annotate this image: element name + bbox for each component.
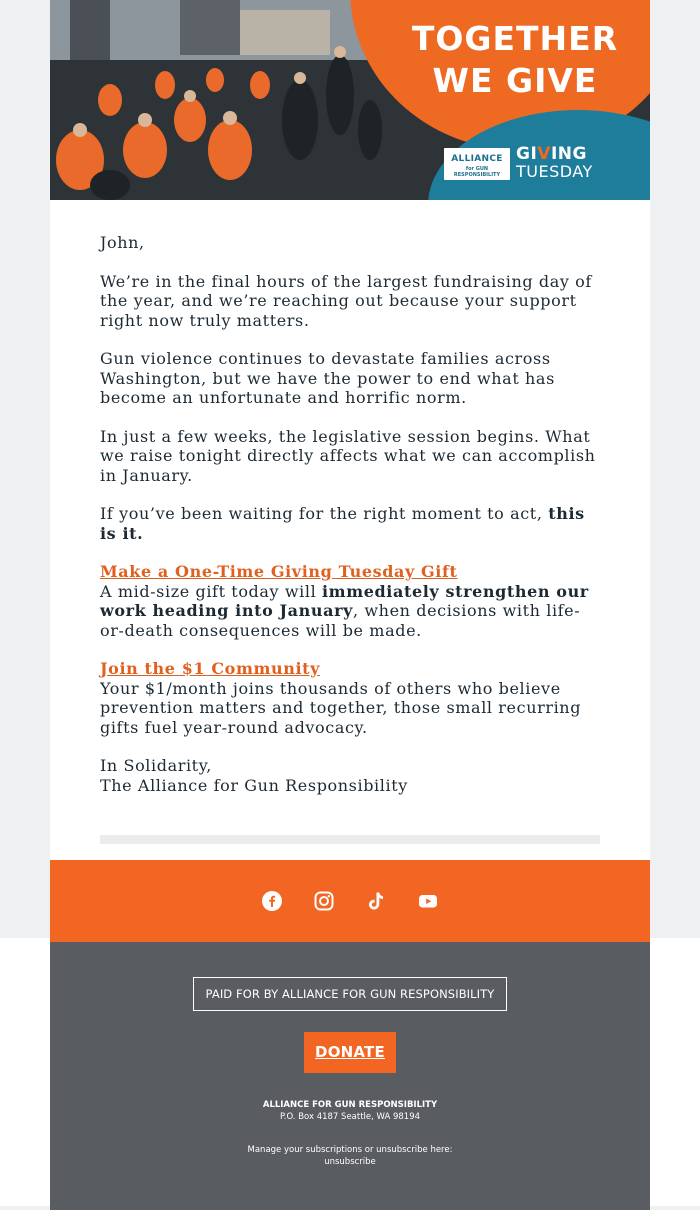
paragraph-3: In just a few weeks, the legislative session begins. What we raise tonight directly affects what we can accomplish in January. bbox=[100, 426, 596, 485]
paragraph-1: We’re in the final hours of the largest fundraising day of the year, and we’re reaching out because your support right now truly matters. bbox=[100, 271, 592, 330]
alliance-logo-subtext: for GUN RESPONSIBILITY bbox=[453, 166, 501, 178]
sign-off bbox=[100, 756, 600, 795]
alliance-logo bbox=[444, 148, 510, 180]
donate-button[interactable]: DONATE bbox=[304, 1032, 396, 1073]
greeting: John, bbox=[100, 233, 145, 252]
paragraph-4-text: If you’ve been waiting for the right moment to act, bbox=[100, 504, 549, 523]
tiktok-icon[interactable] bbox=[366, 891, 386, 911]
alliance-logo-text: ALLIANCE bbox=[451, 154, 503, 164]
unsubscribe-link[interactable]: unsubscribe bbox=[324, 1157, 376, 1167]
divider bbox=[100, 835, 600, 844]
giving-tuesday-logo bbox=[516, 145, 606, 181]
cta-monthly-community bbox=[100, 659, 600, 737]
email-container bbox=[50, 0, 650, 1210]
instagram-icon[interactable] bbox=[314, 891, 334, 911]
cta1-text-pre: A mid-size gift today will bbox=[100, 581, 322, 601]
paid-for-disclaimer: PAID FOR BY ALLIANCE FOR GUN RESPONSIBILITY bbox=[193, 977, 507, 1011]
paragraph-4-bold: this is it. bbox=[100, 504, 585, 543]
hero-banner bbox=[50, 0, 650, 200]
paragraph-2: Gun violence continues to devastate families across Washington, but we have the power to end what has become an unfortunate and horrific norm. bbox=[100, 349, 555, 407]
giving-logo-line1 bbox=[516, 145, 606, 163]
facebook-icon[interactable] bbox=[262, 891, 282, 911]
giving-logo-pre: GI bbox=[516, 144, 538, 164]
youtube-icon[interactable] bbox=[418, 891, 438, 911]
one-time-gift-link[interactable]: Make a One-Time Giving Tuesday Gift bbox=[100, 562, 458, 581]
cta-one-time-gift bbox=[100, 562, 600, 640]
giving-logo-post: ING bbox=[550, 144, 587, 164]
giving-logo-line2: TUESDAY bbox=[516, 162, 593, 181]
hero-title bbox=[390, 18, 640, 102]
closing: In Solidarity, bbox=[100, 756, 212, 775]
cta2-text: Your $1/month joins thousands of others who believe prevention matters and together, those small recurring gifts fuel year-round advocacy. bbox=[100, 678, 582, 737]
footer bbox=[50, 942, 650, 1210]
cta1-text-bold: immediately strengthen our work heading into January bbox=[100, 581, 589, 620]
org-address: P.O. Box 4187 Seattle, WA 98194 bbox=[279, 1112, 421, 1122]
manage-subscriptions bbox=[50, 1144, 650, 1168]
social-bar bbox=[50, 860, 650, 942]
org-name: ALLIANCE FOR GUN RESPONSIBILITY bbox=[262, 1100, 438, 1110]
cta1-text-post: , when decisions with life-or-death consequences will be made. bbox=[100, 601, 581, 640]
heart-icon: V bbox=[537, 144, 551, 164]
manage-text: Manage your subscriptions or unsubscribe here: bbox=[247, 1145, 453, 1155]
hero-title-line2: WE GIVE bbox=[432, 61, 598, 100]
hero-title-line1: TOGETHER bbox=[411, 19, 619, 58]
paragraph-4 bbox=[100, 504, 600, 543]
donate-wrapper bbox=[50, 1032, 650, 1073]
join-community-link[interactable]: Join the $1 Community bbox=[100, 659, 321, 678]
letter-body bbox=[50, 200, 650, 860]
signature: The Alliance for Gun Responsibility bbox=[100, 775, 408, 795]
org-info bbox=[50, 1099, 650, 1123]
